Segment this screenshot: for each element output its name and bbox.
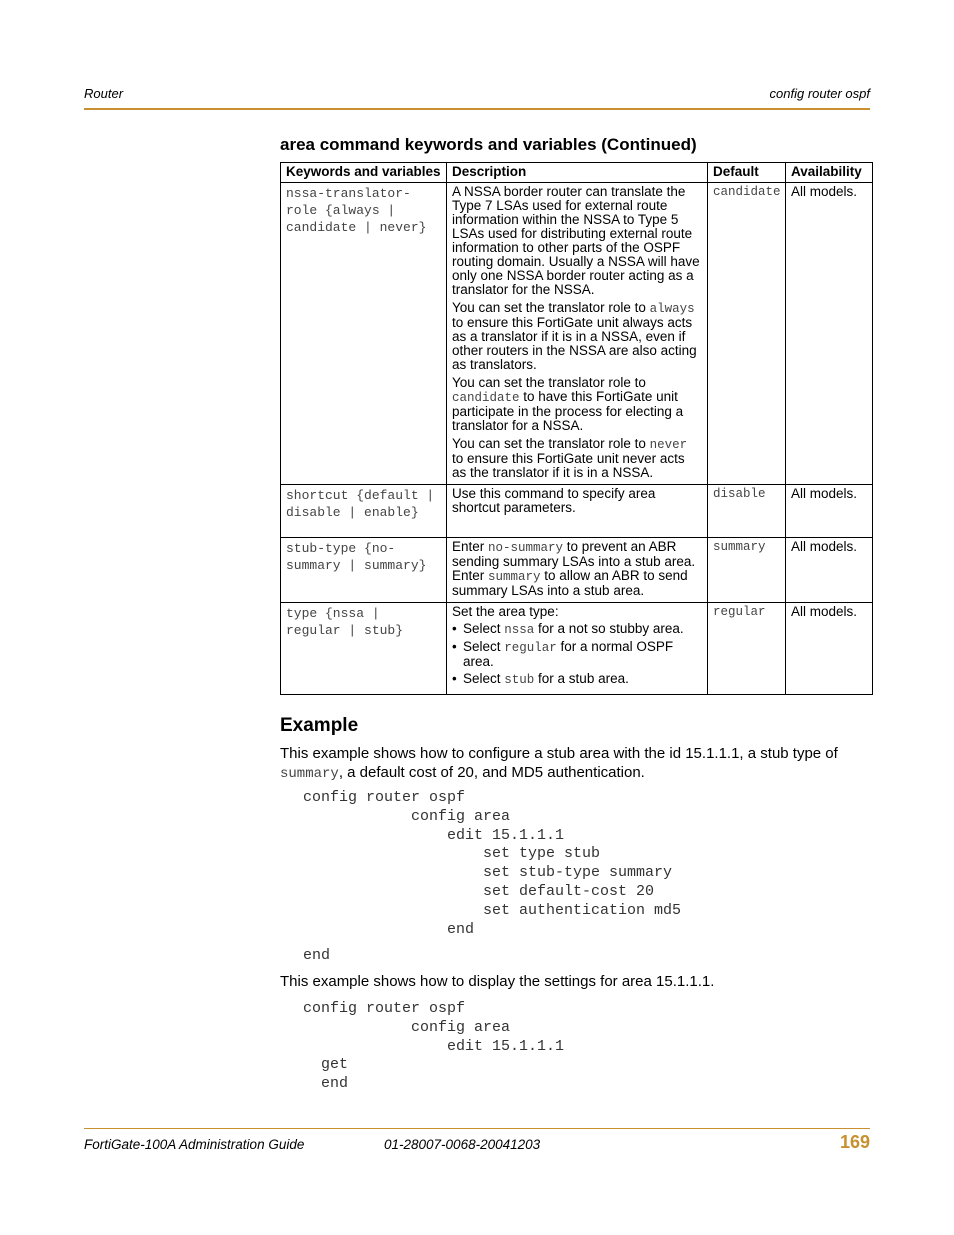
- description-cell: [447, 603, 708, 695]
- default-cell: disable: [708, 485, 786, 538]
- description-paragraph: [452, 301, 702, 372]
- text-run: This example shows how to configure a stub area with the id 15.1.1.1, a stub type of: [280, 745, 838, 762]
- keyword-cell: type {nssa | regular | stub}: [281, 603, 447, 695]
- inline-code: nssa: [504, 623, 535, 637]
- code-block-display: config router ospf config area edit 15.1.1.1 get end: [303, 1000, 565, 1093]
- table-row: [281, 485, 873, 538]
- default-cell: regular: [708, 603, 786, 695]
- text-run: You can set the translator role to: [452, 300, 650, 315]
- description-cell: [447, 538, 708, 603]
- text-run: for a stub area.: [534, 671, 629, 686]
- text-run: to ensure this FortiGate unit never acts as the translator if it is in a NSSA.: [452, 451, 685, 480]
- description-cell: Use this command to specify area shortcut parameters.: [447, 485, 708, 538]
- text-run: to have this FortiGate unit participate in the process for electing a translator for a NSSA.: [452, 389, 684, 433]
- availability-cell: All models.: [786, 538, 873, 603]
- code-block-configure: config router ospf config area edit 15.1.1.1 set type stub set stub-type summary set default-cost 20 set authentication md5 end: [303, 789, 682, 938]
- inline-code: summary: [488, 570, 541, 584]
- example-intro-paragraph: [280, 744, 870, 784]
- text-run: You can set the translator role to: [452, 375, 646, 390]
- code-block-end: end: [303, 947, 331, 964]
- description-paragraph: A NSSA border router can translate the Type 7 LSAs used for external route information within the NSSA to Type 5 LSAs used for distributing external route information to other parts of the OSPF routing domain. Usually a NSSA will have only one NSSA border router acting as a translator for the NSSA.: [452, 184, 700, 297]
- description-intro: Set the area type:: [452, 604, 559, 619]
- text-run: to prevent an ABR sending summary LSAs into a stub area. Enter: [452, 539, 696, 583]
- footer-guide-title: FortiGate-100A Administration Guide: [84, 1137, 305, 1152]
- area-type-list: [452, 622, 702, 687]
- column-header-default: Default: [708, 163, 786, 183]
- inline-code: regular: [504, 641, 557, 655]
- inline-code: stub: [504, 673, 535, 687]
- table-row: [281, 538, 873, 603]
- text-run: to allow an ABR to send summary LSAs into a stub area.: [452, 568, 688, 598]
- inline-code: always: [649, 302, 695, 316]
- list-item: [452, 622, 702, 637]
- availability-cell: All models.: [786, 603, 873, 695]
- table-row: [281, 183, 873, 485]
- footer-divider: [84, 1128, 870, 1129]
- keyword-cell: nssa-translator-role {always | candidate | never}: [281, 183, 447, 485]
- keywords-table: [280, 162, 873, 695]
- keyword-cell: shortcut {default | disable | enable}: [281, 485, 447, 538]
- table-row: [281, 603, 873, 695]
- text-run: You can set the translator role to: [452, 436, 650, 451]
- header-section-title: Router: [84, 86, 124, 101]
- text-run: for a normal OSPF area.: [463, 639, 674, 669]
- text-run: , a default cost of 20, and MD5 authentication.: [338, 764, 645, 781]
- availability-cell: All models.: [786, 183, 873, 485]
- list-item: [452, 672, 702, 687]
- footer-document-number: 01-28007-0068-20041203: [384, 1137, 541, 1152]
- text-run: for a not so stubby area.: [534, 621, 684, 636]
- column-header-keywords: Keywords and variables: [281, 163, 447, 183]
- header-command-title: config router ospf: [769, 86, 870, 101]
- page-number: 169: [839, 1132, 870, 1152]
- example-display-paragraph: This example shows how to display the settings for area 15.1.1.1.: [280, 973, 715, 990]
- description-cell: [447, 183, 708, 485]
- example-heading: Example: [280, 715, 359, 736]
- text-run: Enter: [452, 539, 489, 554]
- text-run: Select: [463, 621, 505, 636]
- text-run: Select: [463, 639, 505, 654]
- keyword-cell: stub-type {no-summary | summary}: [281, 538, 447, 603]
- default-cell: summary: [708, 538, 786, 603]
- table-header-row: [281, 163, 873, 183]
- column-header-description: Description: [447, 163, 708, 183]
- column-header-availability: Availability: [786, 163, 873, 183]
- header-divider: [84, 108, 870, 110]
- inline-code: never: [649, 438, 688, 452]
- inline-code: no-summary: [488, 541, 564, 555]
- text-run: Select: [463, 671, 505, 686]
- inline-code: summary: [280, 766, 339, 782]
- default-cell: candidate: [708, 183, 786, 485]
- text-run: to ensure this FortiGate unit always acts as a translator if it is in a NSSA, even if other routers in the NSSA are also acting as translators.: [452, 315, 697, 372]
- availability-cell: All models.: [786, 485, 873, 538]
- inline-code: candidate: [452, 391, 520, 405]
- description-paragraph: [452, 437, 702, 480]
- list-item: [452, 640, 702, 669]
- description-paragraph: [452, 376, 702, 433]
- table-title: area command keywords and variables (Continued): [280, 135, 697, 154]
